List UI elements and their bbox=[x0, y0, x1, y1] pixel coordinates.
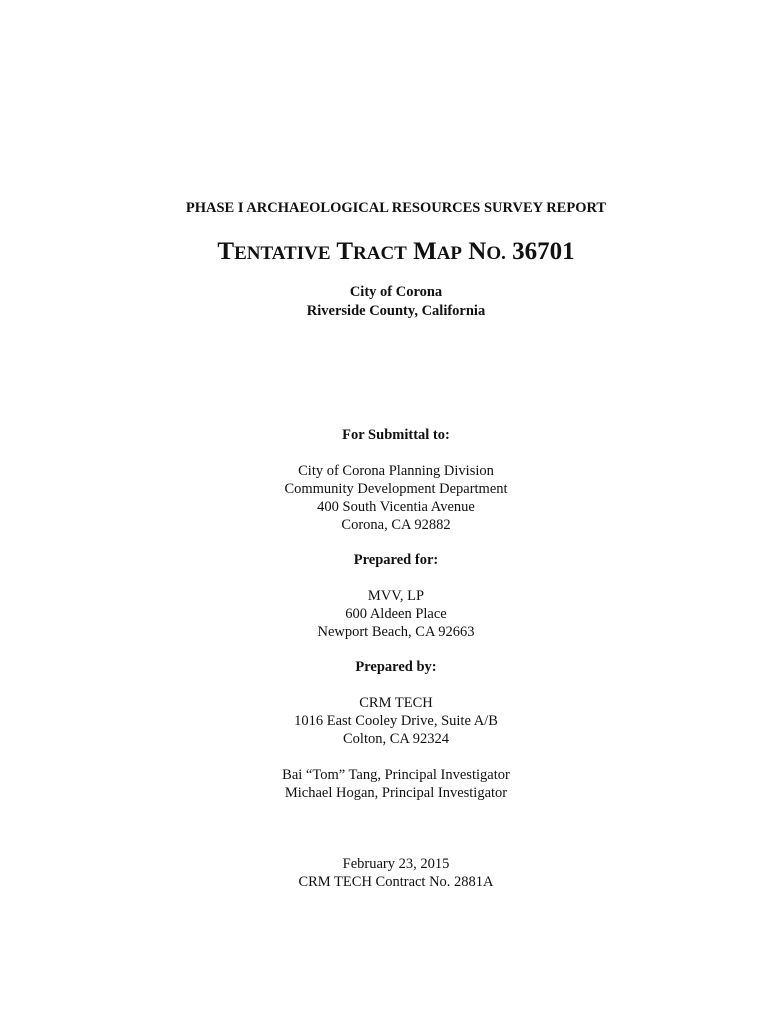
submittal-line: Community Development Department bbox=[284, 481, 508, 497]
contract-number: CRM TECH Contract No. 2881A bbox=[298, 874, 494, 890]
submittal-line: City of Corona Planning Division bbox=[298, 463, 494, 479]
prepared-for-line: Newport Beach, CA 92663 bbox=[317, 624, 475, 640]
submittal-line: 400 South Vicentia Avenue bbox=[317, 499, 475, 515]
prepared-for-heading: Prepared for: bbox=[353, 552, 439, 568]
report-footer bbox=[0, 855, 770, 891]
title-word-1: TENTATIVE bbox=[217, 238, 331, 265]
prepared-for-line: 600 Aldeen Place bbox=[345, 606, 447, 622]
project-location bbox=[0, 283, 770, 321]
title-word-4: NO. bbox=[468, 238, 506, 265]
report-title bbox=[0, 237, 770, 269]
prepared-by-line: Colton, CA 92324 bbox=[343, 731, 449, 747]
prepared-for-address bbox=[0, 587, 770, 641]
prepared-by-address bbox=[0, 694, 770, 748]
title-word-2: TRACT bbox=[336, 238, 407, 265]
prepared-for-line: MVV, LP bbox=[367, 588, 425, 604]
prepared-by-line: 1016 East Cooley Drive, Suite A/B bbox=[294, 713, 498, 729]
investigator-line: Bai “Tom” Tang, Principal Investigator bbox=[282, 767, 510, 783]
report-date: February 23, 2015 bbox=[342, 856, 450, 872]
prepared-by-heading: Prepared by: bbox=[355, 659, 437, 675]
investigators bbox=[0, 766, 770, 802]
investigator-line: Michael Hogan, Principal Investigator bbox=[284, 785, 508, 801]
location-county: Riverside County, California bbox=[306, 303, 486, 319]
submittal-heading: For Submittal to: bbox=[342, 427, 450, 443]
submittal-line: Corona, CA 92882 bbox=[341, 517, 451, 533]
title-word-3: MAP bbox=[413, 238, 463, 265]
title-number: 36701 bbox=[512, 238, 575, 265]
report-type: PHASE I ARCHAEOLOGICAL RESOURCES SURVEY REPORT bbox=[185, 200, 607, 216]
submittal-address bbox=[0, 462, 770, 534]
prepared-by-line: CRM TECH bbox=[359, 695, 433, 711]
location-city: City of Corona bbox=[349, 284, 443, 300]
